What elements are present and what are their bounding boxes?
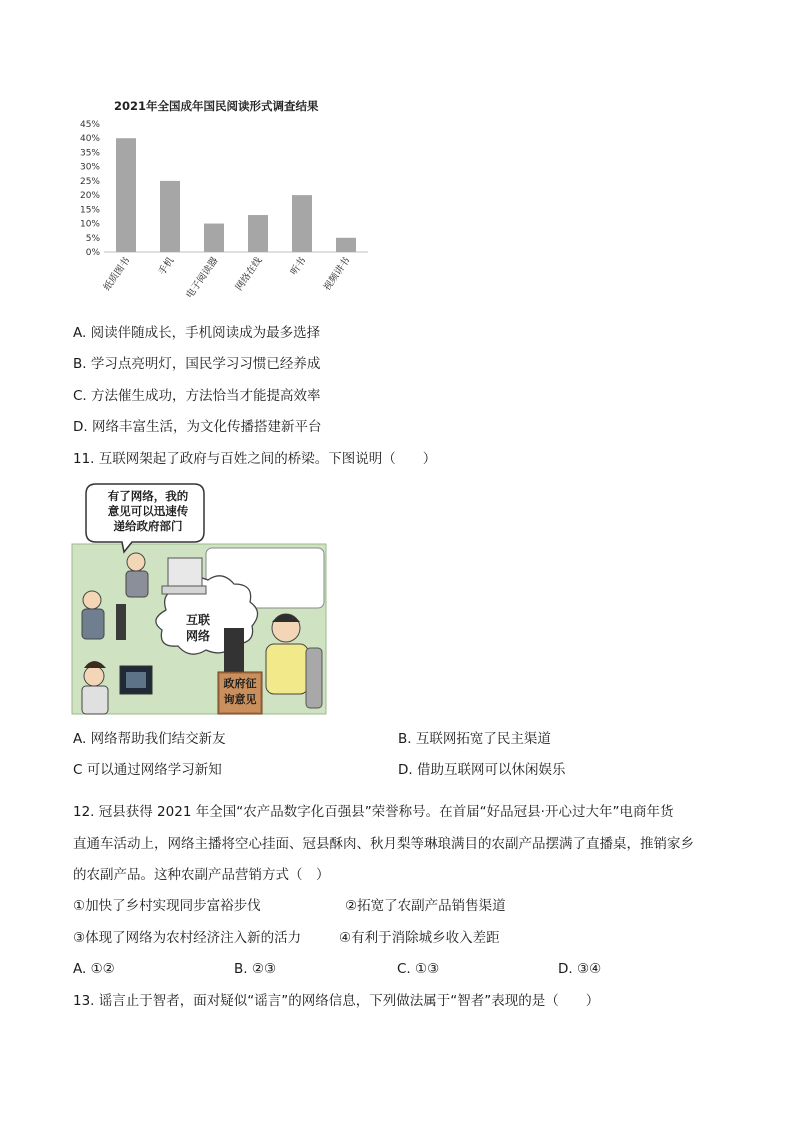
- q13-stem: 13. 谣言止于智者，面对疑似“谣言”的网络信息，下列做法属于“智者”表现的是（ ）: [73, 993, 600, 1009]
- q12-item-4: ④有利于消除城乡收入差距: [339, 930, 500, 946]
- y-tick-label: 25%: [79, 176, 100, 187]
- category-label: 电子阅读器: [184, 255, 221, 301]
- bubble-line-2: 意见可以迅速传: [107, 504, 189, 518]
- y-tick-label: 0%: [85, 248, 100, 258]
- q11-stem: 11. 互联网架起了政府与百姓之间的桥梁。下图说明（ ）: [73, 451, 437, 467]
- signboard-label: [218, 676, 262, 708]
- y-tick-label: 5%: [85, 233, 100, 244]
- y-tick-label: 20%: [79, 191, 100, 202]
- bubble-line-1: 有了网络，我的: [107, 489, 189, 503]
- chart-title: 2021年全国成年国民阅读形式调查结果: [114, 99, 319, 113]
- q12-item-2: ②拓宽了农副产品销售渠道: [345, 898, 506, 914]
- chart-block: [78, 96, 378, 306]
- q12-option-b: B. ②③: [234, 961, 277, 977]
- y-tick-label: 35%: [79, 148, 100, 159]
- q12-item-1: ①加快了乡村实现同步富裕步伐: [73, 898, 261, 914]
- q10-option-c: C. 方法催生成功，方法恰当才能提高效率: [73, 388, 321, 404]
- q12-option-c: C. ①③: [397, 961, 440, 977]
- q12-item-3: ③体现了网络为农村经济注入新的活力: [73, 930, 302, 946]
- q10-option-a: A. 阅读伴随成长，手机阅读成为最多选择: [73, 325, 321, 341]
- sign-line-1: 政府征: [223, 677, 257, 690]
- cartoon-illustration: [70, 478, 328, 716]
- q10-option-b: B. 学习点亮明灯，国民学习习惯已经养成: [73, 356, 321, 372]
- category-label: 纸质图书: [101, 255, 133, 293]
- cloud-label: [178, 612, 218, 644]
- q11-option-a: A. 网络帮助我们结交新友: [73, 731, 226, 747]
- q11-option-c: C 可以通过网络学习新知: [73, 762, 222, 778]
- bubble-line-3: 递给政府部门: [113, 519, 183, 533]
- bar: [204, 224, 224, 252]
- bar: [160, 181, 180, 252]
- category-label: 网络在线: [233, 255, 265, 293]
- q11-option-b: B. 互联网拓宽了民主渠道: [398, 731, 551, 747]
- bar-chart: [78, 96, 378, 306]
- bar: [292, 195, 312, 252]
- q12-line-1: 12. 冠县获得 2021 年全国“农产品数字化百强县”荣誉称号。在首届“好品冠县·开心过大年”电商年货: [73, 804, 674, 820]
- q12-line-3: 的农副产品。这种农副产品营销方式（ ）: [73, 867, 330, 883]
- bar: [116, 138, 136, 252]
- q10-option-d: D. 网络丰富生活，为文化传播搭建新平台: [73, 419, 322, 435]
- sign-line-2: 询意见: [223, 693, 257, 706]
- q12-line-2: 直通车活动上，网络主播将空心挂面、冠县酥肉、秋月梨等琳琅满目的农副产品摆满了直播桌，推销家乡: [73, 836, 694, 852]
- cloud-line-1: 互联: [185, 613, 210, 627]
- y-tick-label: 30%: [79, 162, 100, 173]
- bar: [336, 238, 356, 252]
- y-tick-label: 40%: [79, 134, 100, 145]
- speech-bubble-text: [92, 489, 204, 534]
- q11-option-d: D. 借助互联网可以休闲娱乐: [398, 762, 566, 778]
- q12-option-a: A. ①②: [73, 961, 115, 977]
- category-label: 手机: [156, 255, 177, 278]
- cloud-line-2: 网络: [185, 629, 210, 643]
- y-tick-label: 15%: [79, 205, 100, 216]
- category-label: 视频讲书: [321, 255, 353, 293]
- q12-option-d: D. ③④: [558, 961, 602, 977]
- y-tick-label: 10%: [79, 219, 100, 230]
- category-label: 听书: [288, 255, 309, 278]
- y-tick-label: 45%: [79, 120, 100, 130]
- bar: [248, 215, 268, 252]
